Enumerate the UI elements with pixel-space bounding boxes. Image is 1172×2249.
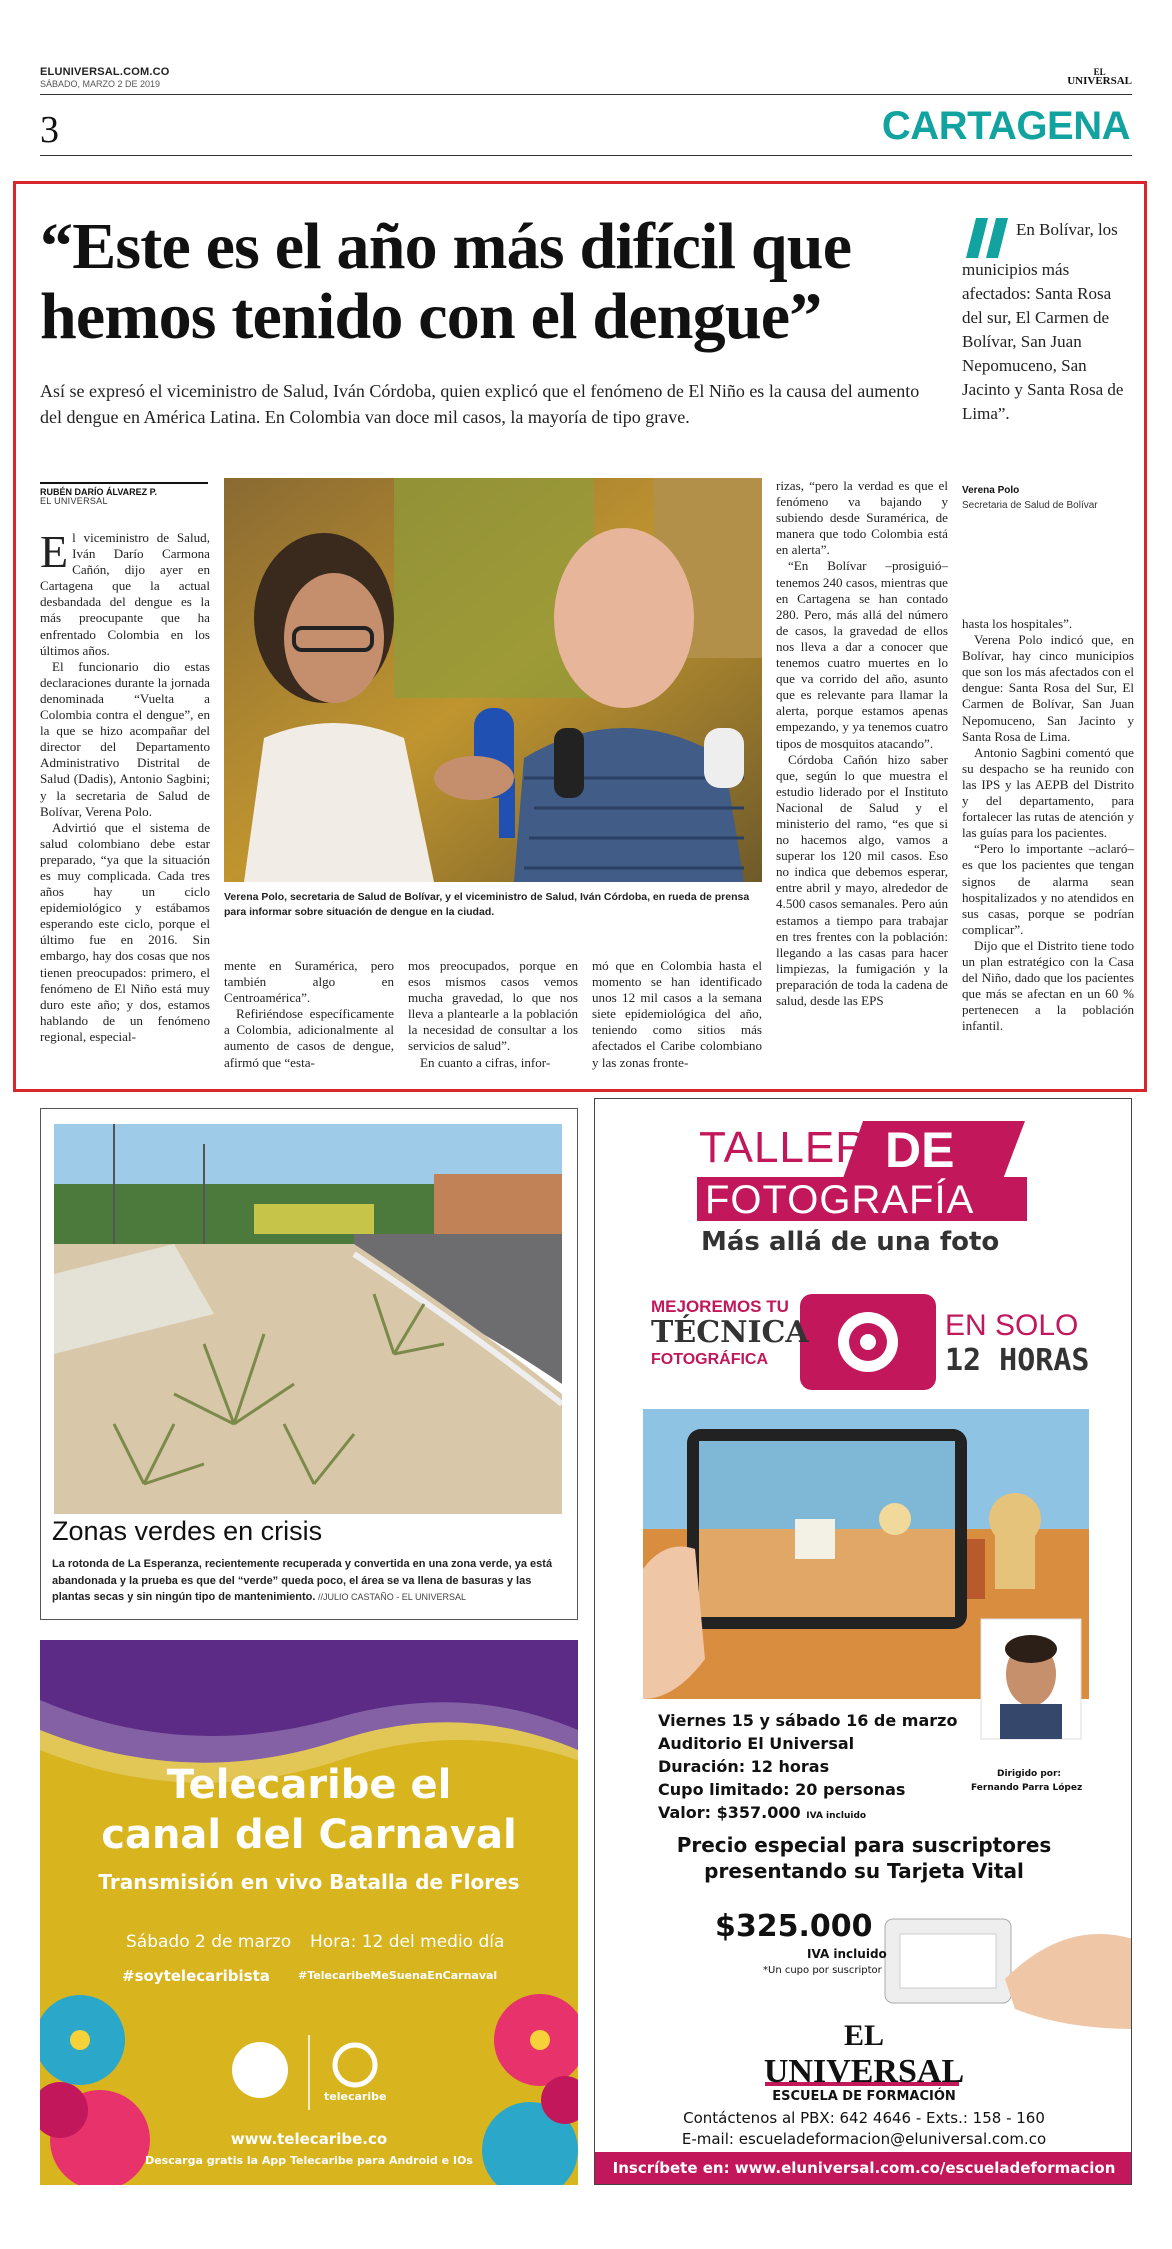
telecaribe-ad[interactable]	[40, 1640, 578, 2185]
workshop-info	[658, 1709, 957, 1828]
contact-email[interactable]: E-mail: escueladeformacion@eluniversal.com.co	[681, 2130, 1047, 2148]
article-paragraph: Antonio Sagbini comentó que su despacho se ha reunido con las IPS y las AEPB del Distrito y del departamento, para fortalecer las rutas de atención y las guías para los pacientes.	[962, 744, 1134, 841]
director-label: Dirigido por:	[997, 1769, 1062, 1779]
info-capacity: Cupo limitado: 20 personas	[658, 1780, 906, 1799]
info-duration: Duración: 12 horas	[658, 1757, 830, 1776]
duration-line-2: 12 HORAS	[945, 1343, 1090, 1378]
contact-phone: Contáctenos al PBX: 642 4646 - Exts.: 158 - 160	[683, 2109, 1045, 2127]
telecaribe-subtitle: Transmisión en vivo Batalla de Flores	[98, 1870, 520, 1894]
article-column-2	[224, 958, 394, 1071]
article-column-3	[408, 958, 578, 1071]
logo-top: EL	[1093, 67, 1106, 77]
page-number: 3	[40, 109, 59, 151]
telecaribe-hour: Hora: 12 del medio día	[310, 1932, 505, 1952]
workshop-title-2: DE	[885, 1122, 955, 1178]
pull-quote	[962, 218, 1134, 426]
masthead-logo	[1067, 68, 1132, 86]
article-paragraph: En cuanto a cifras, infor-	[420, 1054, 551, 1070]
article-lead: Así se expresó el viceministro de Salud, Iván Córdoba, quien explicó que el fenómeno de El Niño es la causa del aumento del dengue en América Latina. En Colombia van doce mil casos, la mayoría de tipo grave.	[40, 381, 920, 427]
pull-quote-name: Verena Polo	[962, 485, 1020, 496]
article-photo	[224, 478, 762, 882]
technique-line-1: MEJOREMOS TU	[651, 1297, 789, 1316]
photo-workshop-ad[interactable]	[594, 1098, 1132, 2185]
article-column-5	[776, 478, 948, 1009]
article-paragraph: “En Bolívar –prosiguió– tenemos 240 casos, mientras que en Cartagena se han contado 280. Pero, más allá del número de casos, la gravedad de ellos nos lleva a dar a conocer que tenemos cuatro muertes en lo que va corrido del año, asunto que es relevante para llamar la alerta, porque estamos apenas empezando, y ya tenemos cuatro tipos de mosquitos atacando”.	[776, 558, 948, 751]
issue-date: SÁBADO, MARZO 2 DE 2019	[40, 79, 161, 89]
telecaribe-date: Sábado 2 de marzo	[126, 1932, 292, 1952]
school-logo	[595, 2019, 1132, 2091]
signup-link[interactable]: Inscríbete en: www.eluniversal.com.co/escueladeformacion	[612, 2159, 1116, 2177]
article-paragraph: El viceministro de Salud, Iván Darío Carmona Cañón, dijo ayer en Cartagena que la actual desbandada del dengue es la más preocupante que ha enfrentado Colombia en los últimos años.	[40, 526, 210, 658]
telecaribe-site[interactable]: www.telecaribe.co	[230, 2130, 388, 2148]
workshop-subtitle: Más allá de una foto	[701, 1227, 1000, 1257]
article-paragraph: mó que en Colombia hasta el momento se han identificado unos 12 mil casos a la semana siete epidemiológica del año, teniendo como sitios más afectados el Caribe colombiano y las zonas fronte-	[592, 958, 762, 1070]
telecaribe-hashtag-2: #TelecaribeMeSuenaEnCarnaval	[298, 1969, 498, 1982]
article-column-6	[962, 616, 1134, 1034]
telecaribe-title-line-1: Telecaribe el	[166, 1762, 452, 1808]
drop-cap: E	[40, 526, 69, 577]
telecaribe-logo: telecaribe	[324, 2090, 387, 2103]
byline-org: EL UNIVERSAL	[40, 496, 108, 506]
article-headline: “Este es el año más difícil que hemos tenido con el dengue”	[40, 210, 852, 353]
roundabout-photo	[54, 1124, 562, 1514]
workshop-title-3: FOTOGRAFÍA	[705, 1178, 975, 1222]
info-price: Valor: $357.000 IVA incluido	[658, 1803, 867, 1822]
site-url[interactable]: ELUNIVERSAL.COM.CO	[40, 66, 170, 78]
info-venue: Auditorio El Universal	[658, 1734, 855, 1753]
subscriber-price: $325.000	[715, 1909, 873, 1944]
photo-story-text: La rotonda de La Esperanza, recientemente recuperada y convertida en una zona verde, ya está abandonada y la prueba es que del “verde” queda poco, el área se va llena de basuras y las plantas secas y sin ningún tipo de mantenimiento. //JULIO CASTAÑO - EL UNIVERSAL	[52, 1558, 553, 1603]
article-paragraph: Refiriéndose específicamente a Colombia, adicionalmente al aumento de casos de dengue, afirmó que “esta-	[224, 1006, 394, 1070]
director-name: Fernando Parra López	[971, 1783, 1083, 1793]
pull-quote-text: En Bolívar, los municipios más afectados: Santa Rosa del sur, El Carmen de Bolívar, San Juan Nepomuceno, San Jacinto y Santa Rosa de Lima”.	[962, 220, 1124, 423]
telecaribe-title-line-2: canal del Carnaval	[101, 1812, 517, 1858]
telecaribe-app-note: Descarga gratis la App Telecaribe para Android e IOs	[145, 2154, 473, 2167]
section-title: CARTAGENA	[881, 104, 1130, 148]
article-paragraph: Córdoba Cañón hizo saber que, según lo que muestra el estudio liderado por el Instituto Nacional de Salud y el ministerio del ramo, “es que si no hacemos algo, vamos a superar los 120 mil casos. Eso no indica que debemos esperar, entre abril y mayo, alrededor de 4.500 casos semanales. Pero aún estamos a tiempo para trabajar en tres frentes con la población: llegando a las casas para hacer limpiezas, la fumigación y la preparación de toda la cadena de salud, desde las EPS	[776, 751, 948, 1008]
article-paragraph: mos preocupados, porque en esos mismos casos vemos mucha gravedad, lo que nos lleva a plantearle a la población la necesidad de consultar a los servicios de salud”.	[408, 958, 578, 1054]
section-rule	[40, 155, 1132, 156]
article-paragraph: El funcionario dio estas declaraciones durante la jornada denominada “Vuelta a Colombia contra el dengue”, en la que se hizo acompañar del director del Departamento Administrativo Distrital de Salud (Dadis), Antonio Sagbini; y la secretaria de Salud de Bolívar, Verena Polo.	[40, 658, 210, 819]
subscriber-title-2: presentando su Tarjeta Vital	[704, 1859, 1024, 1883]
photo-story-title: Zonas verdes en crisis	[52, 1516, 323, 1546]
school-logo-top: EL	[843, 2019, 885, 2052]
article-paragraph: “Pero lo importante –aclaró– es que los pacientes que tengan signos de alarma sean hospitalizados y no atendidos en sus casas, porque se podrían complicar”.	[962, 841, 1134, 937]
subscriber-price-iva: IVA incluido	[807, 1947, 887, 1961]
info-price-iva: IVA incluido	[806, 1811, 867, 1821]
byline: RUBÉN DARÍO ÁLVAREZ P.	[40, 482, 208, 497]
telecaribe-hashtag-1: #soytelecaribista	[122, 1967, 270, 1985]
logo-bottom: UNIVERSAL	[1067, 75, 1132, 87]
photo-credit: //JULIO CASTAÑO - EL UNIVERSAL	[315, 1592, 466, 1602]
article-paragraph: mente en Suramérica, pero también algo en Centroamérica”.	[224, 958, 394, 1006]
school-name: ESCUELA DE FORMACIÓN	[772, 2089, 956, 2104]
pull-quote-role: Secretaria de Salud de Bolívar	[962, 500, 1098, 511]
article-paragraph: Dijo que el Distrito tiene todo un plan estratégico con la Casa del Niño, dado que los pacientes que más se afectan en un 60 % pertenecen a la población infantil.	[962, 937, 1134, 1034]
info-dates: Viernes 15 y sábado 16 de marzo	[658, 1711, 958, 1730]
school-logo-bottom: UNIVERSAL	[763, 2053, 965, 2090]
subscriber-title-1: Precio especial para suscriptores	[676, 1833, 1052, 1857]
article-paragraph: rizas, “pero la verdad es que el fenómeno va bajando y subiendo desde Suramérica, de manera que todo Colombia está en alerta”.	[776, 478, 948, 558]
technique-line-2: TÉCNICA	[651, 1315, 809, 1350]
article-column-4	[592, 958, 762, 1071]
article-paragraph: Advirtió que el sistema de salud colombiano debe estar preparado, “ya que la situación es muy complicada. Cada tres años hay un ciclo epidemiológico y estábamos esperando este ciclo, porque el último fue en 2016. Sin embargo, hay dos cosas que nos tienen preocupados: primero, el fenómeno de El Niño está muy duro este año; y dos, estamos hablando de un fenómeno regional, especial-	[40, 819, 210, 1044]
quote-icon	[962, 218, 1012, 258]
subscriber-note: *Un cupo por suscriptor	[763, 1965, 882, 1976]
duration-line-1: EN SOLO	[945, 1309, 1079, 1342]
article-column-1	[40, 526, 210, 1045]
article-paragraph: hasta los hospitales”.	[962, 616, 1073, 631]
photo-caption: Verena Polo, secretaria de Salud de Bolívar, y el viceministro de Salud, Iván Córdoba, en rueda de prensa para informar sobre situación de dengue en la ciudad.	[224, 891, 750, 918]
technique-line-3: FOTOGRÁFICA	[651, 1351, 769, 1368]
workshop-title-1: TALLER	[699, 1123, 869, 1172]
article-paragraph: Verena Polo indicó que, en Bolívar, hay cinco municipios que son los más afectados con el dengue: Santa Rosa del Sur, El Carmen de Bolívar, San Juan Nepomuceno, San Jacinto y Santa Rosa de Lima.	[962, 632, 1134, 744]
header-rule	[40, 94, 1132, 95]
